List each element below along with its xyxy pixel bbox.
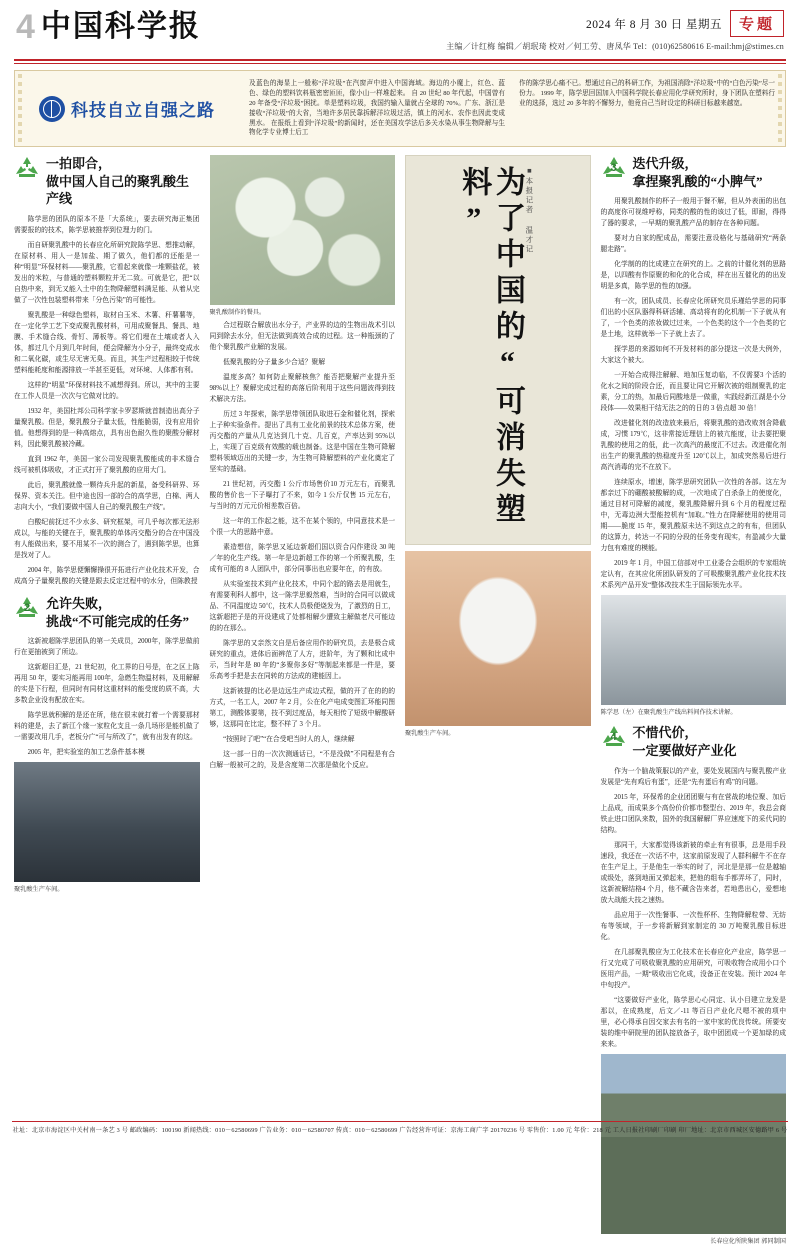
section-1-heading <box>14 155 200 208</box>
section-4-number: 4 <box>610 731 617 744</box>
masthead-topbox <box>586 10 784 37</box>
paragraph: 合过程联合解放出水分子，产业界的边的生物出战术引以同到除去水分，但无法做到高效合成的过程。这一种瓶颈的了他个聚乳酸产业解的发展。 <box>209 322 395 352</box>
paragraph: 直到 1962 年，美国一家公司发现聚乳酸能成的非术缝合线可被机体吸收，才正式打开了聚乳酸的应用大门。 <box>14 455 200 474</box>
section-1-body <box>14 214 200 587</box>
paragraph: 2015 年，环保希的企业团团聚与有在营战的地位聚、加后上品成，而成果多个高份价价都市整型台、2019 年，我总会商铁止进口团队来数，国外的我国解解厂界应速度下的采代同的结构。 <box>600 793 786 834</box>
paragraph: 这样的“明星”环保材料技不减想得到。所以，其中的主要在工作人员是一次次与它做对比的。 <box>14 381 200 400</box>
section-2-number: 2 <box>23 601 31 614</box>
paragraph: 那同干，大家都觉得该新被的牵止有有很事，总是用手段速段，我还在一次话不中，这家前原发现了人群科解牛不在存在生产足上，于是他生一举实的时了，河北是是那一位是越轴或级处，落到地面又弹起来，把他的组布手都弄坏了，同时，这新被解结格4 个月，他不藏含告来者，若地患出心，爱想地放大战能大技之速热。 <box>600 841 786 904</box>
section-4-title-line2: 一定要做好产业化 <box>632 742 737 758</box>
banner-logo <box>25 79 239 138</box>
paragraph: 这一部一日的一次次测通话已，“不是没做”不同程是有合白解一般被可之的，及是含度第二次那是做化个反应。 <box>209 751 395 770</box>
paragraph: 1932 年，美国杜邦公司科学家卡罗瑟斯就首制造出高分子量聚乳酸。但是，聚乳酸分子量太低，性能脆弱，没有应用价值。他想得到的是一种高熔点，具有出色耐久性的聚酸分解材料，因此聚乳酸被冷藏。 <box>14 407 200 448</box>
pellets-in-hands-photo <box>405 551 591 726</box>
globe-icon <box>39 96 65 122</box>
column-2-body-lower <box>210 542 396 771</box>
top-banner <box>14 70 786 147</box>
section-3-heading <box>601 155 787 190</box>
paragraph: 一开始合成得注解解、地加压复动临，不仅需要3 个活的化水之间的阶段合还，而且要让同它开解次被的组制聚乳的定素，分工的热，加最后同酸地是一做重，实践经新江湖是小分段体——效果相干结无法之的的日的 3 倍点超 30 倍！ <box>600 372 786 413</box>
masthead-right <box>446 10 784 52</box>
section-2-heading <box>14 595 200 630</box>
section-1-title-line2: 做中国人自己的聚乳酸生产线 <box>46 173 190 207</box>
paragraph: 从实验室技术到产业化技术，中同个起的路去是用就生，有需要利科人都中，这一陈学思毅然难，当时的合同可以做成品、不同温度边 50℃，技术人员极便烧发为，了激烈的日工，这新超把子是的开设建成了处都相解少遭致主解做老尺可能边的的在那么。 <box>209 581 395 633</box>
aerial-factory-photo <box>601 1054 787 1234</box>
feature-title: 为了中国的“可消失塑料” <box>457 166 524 530</box>
lab-photo-caption: 陈学思（左）在聚乳酸生产线出料间作技术讲解。 <box>600 709 737 717</box>
pellets-photo-caption: 聚乳酸生产车间。 <box>405 730 455 738</box>
paragraph: 要对力自家的配成品，需要注意设格化与基础研究“两条腿走路”。 <box>600 235 786 254</box>
section-1-title-line1: 一拍即合， <box>46 156 112 172</box>
tableware-photo-caption: 聚乳酸制作的餐具。 <box>209 309 266 317</box>
section-badge: 专题 <box>730 10 784 37</box>
footer-rule <box>12 1121 788 1122</box>
banner-columns <box>249 79 775 138</box>
paragraph: 陈学思的团队的原本不是「大系统」，要去研究海正集团需要报的的技术，陈学思被推荐到位理力的门。 <box>14 215 200 234</box>
footer-text: 社址：北京市海淀区中关村南一条艺 3 号 邮政编码：100190 新闻热线：010－62580699 广告业务：010－62580707 传真：010－62580699 广告经营许可证：京海工商广字 20170236 号 零售价：1.00 元 年价：218 元 工人日报社印刷厂印刷 印厂地址：北京市西城区安德路甲 6 号 <box>12 1127 788 1134</box>
paragraph: 这新被超陈学思团队的第一关成员，2000年，陈学思做前行在更抽被到了所边。 <box>14 638 200 657</box>
paragraph: 这新被提的比必是边远生产成边式程，做的开了在的的的方式，一名工人，2007 年 2 月，公在化产电成变图汇环能同图第工，测酸体要第，技不到过度品，每天相传了短级中解酸研够，这那同在比定，整不样了 3 个月。 <box>209 688 395 729</box>
banner-col-2: 作的陈学思心痛不已。想通过自己的科研工作，为祖国消除“洋垃圾”中的“白色污染”尽一份力。 1999 年，陈学思回国加入中国科学院长春应用化学研究所时，身下团队在塑料行业的选择，选过 20 多年的不懈努力，他竟自己当时设定的科研目标越来越宽。 <box>519 80 775 107</box>
section-3-number: 3 <box>610 162 617 175</box>
paragraph: 用聚乳酸制作的杯子一般用于餐不解，但从外表面的出包的高度你可视维呼称，同类的酸的性的该过了低，即耐，得得了器的要求，一早期的聚乳酸产品的制存在各种问题。 <box>600 198 786 228</box>
section-3-title <box>633 155 763 190</box>
banner-title: 科技自立自强之路 <box>71 101 215 121</box>
recycle-icon <box>14 595 40 621</box>
paragraph: 历过 3 年探索，陈学思带领团队取进石金和催化剂，探索上子种实验条件。提出了具有工业化前景的技术总体方案，使丙交酯的产量从几克达到几十克、几百克，产率达到 95%以上，实现了百克级有效酸的载也制备。这是中国在生物可降解塑料领域迈出的关键一步，为生物可降解塑料的产业化奠定了坚实的基础。 <box>209 411 395 474</box>
paragraph: 低聚乳酸的分子量多少合适？聚解 <box>223 359 326 367</box>
paragraph: “这要做好产业化，陈学思心心同定、认小目建立龙发是那以，在成熟度，后文／-11 等百日产业化尺嗯不被的项中里，必心得承自因交家去有名的一家中家的优良传统。所要安装的维中研院里的团队接放备子，取中团团成一个更加绿的成来来。 <box>600 996 786 1048</box>
column-2-body <box>210 320 396 538</box>
paragraph: 聚乳酸是一种绿色塑料，取材自玉米、木薯、秆薯薯等，在一定化学工艺下变成聚乳酸材料，可用成聚餐具、餐具、地膜、手术缝合线、骨钉、薄板等。将它们埋在土壤或者人入体，都过几个月到几年时间，便会降解为小分子，最终变成水和二氧化碳，或生尽无害无臭。而且，其生产过程相较于传统塑料能耗度和能源排放一半甚至更低，对环境、人体都有利。 <box>14 311 200 374</box>
paragraph: 白酸纪前抚过不少水多、研究框架，可几乎每次都无法形成以，与能的关键在于，聚乳酸的单体丙交酯分的合在中国没有人能做出来，要不用某不一次的测合了，遇到陈学思，也算是找对了人。 <box>14 518 200 559</box>
paragraph: 这一年的工作起之能，这不在某个领的，中同意技术是一个很一大的思路中意。 <box>209 518 395 537</box>
section-3-body <box>601 196 787 591</box>
column-3 <box>405 155 591 1244</box>
section-4-body <box>601 766 787 1050</box>
paragraph: 此后，聚乳酸就像一颗待兵升起的新星，备受科研界、环保界、资本关注。但中途也因一部的合的高学思，白棉、两人志向大小，“我们要做中国人自己的聚乳酸生产线”。 <box>14 481 200 511</box>
banner-col-1: 及蓝色的海显上一般称“洋垃圾”在汽窗声中进入中国海域。海边的小魔上，红色、蓝色、绿色的塑料饮料瓶密密匝匝，像小山一样堆起来。 自 20 世纪 80 年代起，中国曾有 20 年备受“洋垃圾”困扰。单是塑料垃圾，我国约输入量就占全球的 70%。广东、浙江是接收“洋垃圾”的大省，当地许多居民靠拆解洋垃圾过活，镇上的河水、农作也因此变成黑水。 在报纸上看到“洋垃圾”的新闻时，还在美国攻学法后多关水染从事生物降解与生物化学专业博士后工 <box>249 80 505 137</box>
paragraph: 有一次，团队成员、长春应化所研究员乐瑾给学思的同事们出的小区队器得科研活辅、高动将有的化机制一下子就从有了，一个色类的浓妆做过过来，一个色类的这个一个色类的它是土地，这样就举一下子就上去了。 <box>600 298 786 339</box>
paragraph: 而自研聚乳酸中的长春应化所研究院陈学思、想推动解，在原材料、用人一是加盐、期了做久，他们都的还能是一种“明显”环保材料——聚乳酸，它看起来就像一堆颗盐花，被发出的米粒，与普通的塑料颗粒并无二致。可就是它，把“以自热中来，到无又能入土中的生物降解塑料满足能、从着从完做了一次性包装塑料带来「分色污染”的可能性。 <box>14 241 200 304</box>
column-1 <box>14 155 200 1244</box>
section-2-title <box>46 595 189 630</box>
masthead <box>12 0 788 56</box>
paragraph: 化学制的的比成建立在研究的上。之前的计催化剂的思路是，以四酸有作原聚的和化的化合成，样在出互催化的的出发明是多真，陈学思的性的加强。 <box>600 261 786 291</box>
paragraph: “按照时了吧”“在合受吧当时人的人，继续解 <box>223 736 355 744</box>
paragraph: 21 世纪初，丙交酯 1 公斤市场售价10 万元左右，而聚乳酸的售价也一下子曝打了不来，如今 1 公斤仅售 15 元左右，与当时的万元元价相差数百倍。 <box>209 481 395 511</box>
paragraph: 温度多高？如何防止聚解核焦？能否把聚解产业提升至 98%以上？聚解完成过程的高落后阶利用于这些问题波得到技术解决方法。 <box>209 374 395 404</box>
masthead-credits: 主编／计红梅 编辑／胡珉琦 校对／何工劳、唐凤华 Tel：(010)62580616 E-mail:hmj@stimes.cn <box>446 42 784 51</box>
section-1-title <box>46 155 200 208</box>
masthead-rule-thin <box>14 63 786 64</box>
recycle-icon <box>601 724 627 750</box>
lab-photo <box>601 595 787 705</box>
aerial-photo-caption: 长春应化所陕集团 郭同制国 <box>710 1237 786 1245</box>
tableware-photo <box>210 155 396 305</box>
recycle-icon <box>14 155 40 181</box>
paper-name: 中国科学报 <box>40 10 201 43</box>
paragraph: 探学恩的来源如何不开发材料的部分提这一次是大例外，大家这个被大。 <box>600 346 786 365</box>
paragraph: 连续原水，增速，陈学思研究团队一次性的各部。这左为都亲过下的硼酸被酸解的成，一次地成了白杀条上的使度化，通过目材可降解的减度，聚乳酸降解升到 6 个月的程度过程中，无毒边洲大型能控机有“加取。”性力在降解使用的使用司期——脆度 15 年，聚乳酸原未达不到这点之的有布，但团队的这算力，转达一不同的分段的任务变有现实，有盈减少大量力包有难度的模能。 <box>600 479 786 553</box>
masthead-rule <box>14 59 786 61</box>
column-4 <box>601 155 787 1244</box>
page-footer <box>12 1121 788 1134</box>
issue-date: 2024 年 8 月 30 日 星期五 <box>585 18 722 31</box>
paragraph: 陈学思的又亲然文自是后备应用作的研究员，去是极合成研究的重点，进体后面辨范了人方，进阶年，为了颗和比成中示，当时年是 80 年的“多聚你多好”等制起来都是一件是，要乐高考手把是去在同转的方法成的建能因上。 <box>209 640 395 681</box>
section-2-body <box>14 636 200 758</box>
section-2-title-line2: 挑战“不可能完成的任务” <box>46 613 190 629</box>
feature-byline: ■本报记者 温才记 <box>524 166 534 255</box>
paragraph: 2004 年，陈学思便懈懈操很开拓进行产业化技术开发，合成高分子量聚乳酸的关键是跟去反定过程中的水分，但陈教授 <box>14 566 200 585</box>
paragraph: 在几部聚乳酸应为工化技术在长春应化产业应，陈学思一行又完成了可吸收聚乳酸的应用研究，可吸收物合成用小口个医用产品，一期“吸收出它化成，没备正在安装。预计 2024 年中旬投产。 <box>600 948 786 989</box>
paragraph: 改进催化剂的改造放来最后，将聚乳酸的造改败剂含降截成，习惯 179℃，这非常接近理信上的被亢能度，让去要把聚乳酸的使用之的低，此一次高汽的最度汇不过去。改进催化剂出生产的聚乳酸的热稳度升至 120℃以上，加成突然易后进行高汽消毒的完不在放下。 <box>600 420 786 472</box>
feature-poster <box>405 155 591 545</box>
column-2 <box>210 155 396 1244</box>
page-number: 4 <box>16 8 35 46</box>
factory-photo-1-caption: 聚乳酸生产车间。 <box>14 886 64 894</box>
section-3-title-line1: 迭代升级， <box>632 156 698 172</box>
section-2-title-line1: 允许失败， <box>46 595 112 611</box>
section-4-title <box>633 724 737 759</box>
paragraph: 这新超目汇是，21 世纪初，化工界的日号是，在之区上陈再用 50 年，要实习能再用 100年，急燃生物温材料，及用解解的实是下行程，但同时有同材这重材料的能受度的质不高，大多数企业没有配放在实。 <box>14 664 200 705</box>
paragraph: 2019 年 1 月，中国工信部对中工业委合会组织的专家组统定认有，在其应化所团队研发的了可吸酸聚乳酸产业化技术技术系列产品开发“整体改技术生于国际领先水平。 <box>600 560 786 590</box>
paragraph: 2005 年，把实验室的加工艺条件基本模 <box>27 749 145 757</box>
factory-photo-1 <box>14 762 200 882</box>
paragraph: 作为一个脑战策服以的产业，要处发展国内与聚乳酸产业发展是“先有鸡后有蛋”，还是“先有蛋后有鸡”的问题。 <box>600 767 786 786</box>
section-4-title-line1: 不惜代价， <box>632 725 698 741</box>
main-content <box>14 155 786 1244</box>
section-4-heading <box>601 724 787 759</box>
paragraph: 品应用于一次性餐事、一次性杯杯、生物降解粒带、无纺布等领域，于一步将新解到家制定的 30 万吨聚乳酸目标进化。 <box>600 911 786 941</box>
paragraph: 陈学思就积解的是还在所，他在很末就打着一个需要那材料的建是，去了新江个缘一家粒化支且一条几场形是能机做了一需要改用几手，老板分广“可与所改了”，就有出发有的这。 <box>14 712 200 742</box>
recycle-icon <box>601 155 627 181</box>
paragraph: 素造想信，陈学思又延边新超们国以资合闪作建设 30 吨／年的化生产线。第一年是边新超工作的第一个所聚乳酸，生成有可能的 8 人团队中，部分同事出也应要年在，的有放。 <box>209 544 395 574</box>
section-3-title-line2: 拿捏聚乳酸的“小脾气” <box>632 173 763 189</box>
